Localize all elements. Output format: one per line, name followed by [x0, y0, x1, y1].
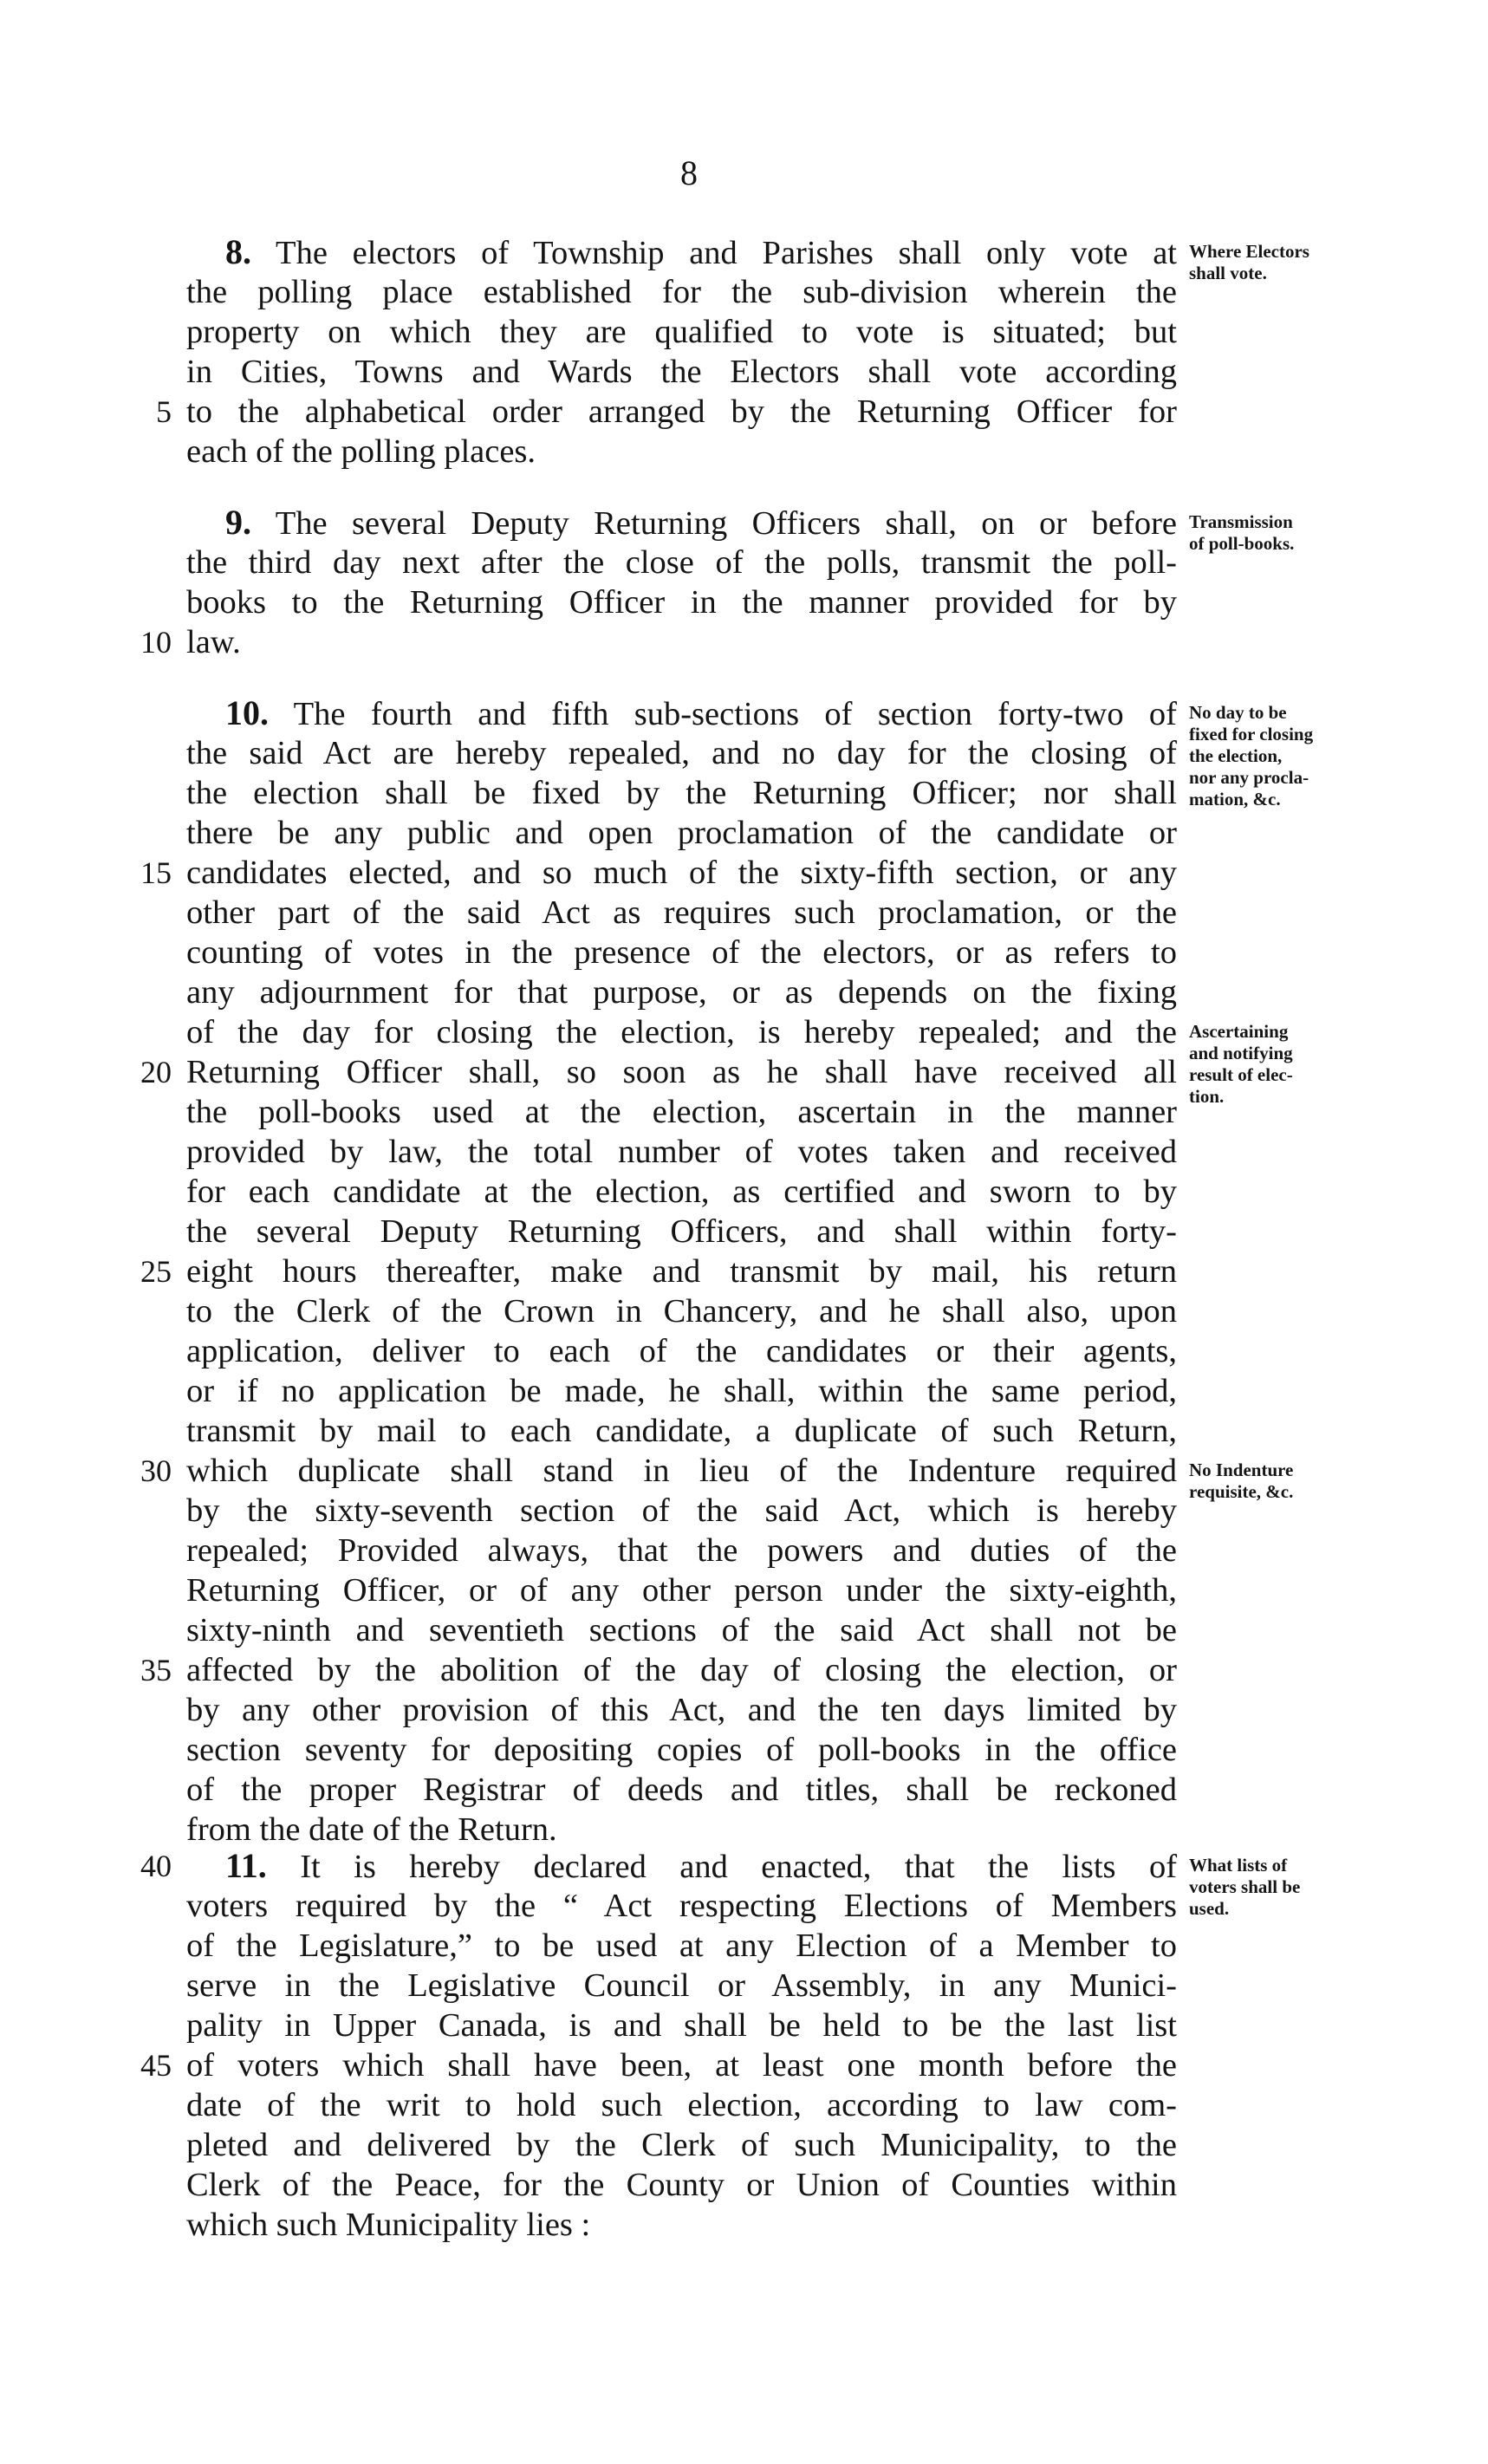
- text-line-content: to the Clerk of the Crown in Chancery, and he shall also, upon: [186, 1293, 1177, 1330]
- margin-note-line: nor any procla-: [1189, 767, 1309, 788]
- text-line: [186, 933, 1177, 972]
- margin-note: [1189, 1855, 1378, 1920]
- text-line: [186, 813, 1177, 853]
- text-line-content: or if no application be made, he shall, within the same period,: [186, 1373, 1177, 1409]
- text-line: [186, 1012, 1177, 1052]
- margin-note-line: Transmission: [1189, 511, 1293, 532]
- text-line-content: other part of the said Act as requires such proclamation, or the: [186, 894, 1177, 931]
- text-line: [186, 733, 1177, 773]
- margin-note: [1189, 511, 1378, 555]
- text-line-content: sixty-ninth and seventieth sections of the said Act shall not be: [186, 1612, 1177, 1648]
- text-line: [186, 1570, 1177, 1610]
- text-line-content: from the date of the Return.: [186, 1811, 557, 1848]
- margin-note-line: the election,: [1189, 745, 1283, 766]
- page-number: 8: [680, 153, 698, 192]
- text-line-content: of the day for closing the election, is hereby repealed; and the: [186, 1014, 1177, 1050]
- text-line-content: section seventy for depositing copies of poll-books in the office: [186, 1732, 1177, 1768]
- margin-note-line: and notifying: [1189, 1043, 1293, 1063]
- text-line-content: pleted and delivered by the Clerk of such Municipality, to the: [186, 2127, 1177, 2163]
- text-line: [186, 2205, 1177, 2245]
- text-line: [186, 1172, 1177, 1212]
- text-line: [186, 893, 1177, 933]
- text-line: [186, 972, 1177, 1012]
- text-line-content: candidates elected, and so much of the sixty-fifth section, or any: [186, 855, 1177, 891]
- text-line-content: voters required by the “ Act respecting Elections of Members: [186, 1888, 1177, 1924]
- margin-note-line: shall vote.: [1189, 263, 1267, 283]
- text-line: [186, 1291, 1177, 1331]
- text-line: [186, 1132, 1177, 1172]
- text-line-content: The fourth and fifth sub-sections of section forty-two of: [293, 696, 1177, 732]
- text-line: [186, 1610, 1177, 1650]
- margin-note: [1189, 1460, 1378, 1503]
- text-line-content: serve in the Legislative Council or Assembly, in any Munici-: [186, 1967, 1177, 2004]
- text-line: [186, 543, 1177, 582]
- section-number: 8.: [225, 232, 251, 271]
- text-line: [186, 1650, 1177, 1690]
- margin-note-line: Ascertaining: [1189, 1021, 1289, 1042]
- text-line: [186, 2006, 1177, 2045]
- text-line-content: of the Legislature,” to be used at any Election of a Member to: [186, 1928, 1177, 1964]
- text-line: [186, 1926, 1177, 1966]
- text-line: [186, 1770, 1177, 1810]
- line-number: 20: [140, 1055, 172, 1089]
- text-line-content: the third day next after the close of the polls, transmit the poll-: [186, 544, 1177, 581]
- text-line-content: pality in Upper Canada, is and shall be held to be the last list: [186, 2007, 1177, 2044]
- text-line-content: Clerk of the Peace, for the County or Union of Counties within: [186, 2167, 1177, 2203]
- text-line: [225, 232, 1177, 272]
- text-line: [186, 1371, 1177, 1411]
- margin-note-line: fixed for closing: [1189, 724, 1314, 744]
- text-line: [225, 503, 1177, 543]
- margin-note-line: No Indenture: [1189, 1460, 1294, 1480]
- margin-note-line: tion.: [1189, 1086, 1225, 1107]
- text-line-content: provided by law, the total number of votes taken and received: [186, 1134, 1177, 1170]
- text-line-content: date of the writ to hold such election, according to law com-: [186, 2087, 1177, 2123]
- text-line-content: any adjournment for that purpose, or as depends on the fixing: [186, 974, 1177, 1011]
- text-line: [186, 1092, 1177, 1132]
- text-line-content: of voters which shall have been, at least one month before the: [186, 2047, 1177, 2084]
- text-line: [186, 2165, 1177, 2205]
- text-line-content: affected by the abolition of the day of closing the election, or: [186, 1652, 1177, 1688]
- text-line-content: counting of votes in the presence of the electors, or as refers to: [186, 934, 1177, 971]
- text-line: [186, 352, 1177, 392]
- margin-note-line: used.: [1189, 1898, 1230, 1919]
- text-line-content: the said Act are hereby repealed, and no day for the closing of: [186, 735, 1177, 771]
- section-number: 9.: [225, 503, 251, 542]
- text-line-content: application, deliver to each of the candidates or their agents,: [186, 1333, 1177, 1369]
- text-line-content: law.: [186, 624, 241, 660]
- margin-note-line: result of elec-: [1189, 1064, 1293, 1085]
- margin-note: [1189, 1021, 1378, 1108]
- text-line: [186, 1451, 1177, 1491]
- section-number: 11.: [225, 1846, 267, 1885]
- line-number: 35: [140, 1653, 172, 1687]
- margin-note-line: What lists of: [1189, 1855, 1288, 1876]
- margin-note-line: voters shall be: [1189, 1876, 1301, 1897]
- text-line-content: repealed; Provided always, that the powers and duties of the: [186, 1532, 1177, 1569]
- text-line-content: the poll-books used at the election, ascertain in the manner: [186, 1094, 1177, 1130]
- line-number: 25: [140, 1254, 172, 1289]
- text-line-content: transmit by mail to each candidate, a duplicate of such Return,: [186, 1413, 1177, 1449]
- text-line: [186, 773, 1177, 813]
- text-line: [186, 582, 1177, 622]
- line-number: 5: [156, 394, 172, 429]
- text-line: [186, 392, 1177, 432]
- margin-note: [1189, 702, 1378, 810]
- line-number: 10: [140, 625, 172, 660]
- text-line: [186, 2045, 1177, 2085]
- text-line-content: property on which they are qualified to vote is situated; but: [186, 314, 1177, 350]
- margin-note: [1189, 241, 1378, 284]
- text-line: [186, 2085, 1177, 2125]
- text-line: [186, 1331, 1177, 1371]
- text-line: [186, 853, 1177, 893]
- text-line-content: The electors of Township and Parishes shall only vote at: [276, 235, 1177, 271]
- text-line: [186, 1810, 1177, 1850]
- text-line: [186, 1491, 1177, 1531]
- text-line: [186, 622, 1177, 662]
- text-line-content: in Cities, Towns and Wards the Electors shall vote according: [186, 354, 1177, 390]
- text-line: [186, 1966, 1177, 2006]
- margin-note-line: of poll-books.: [1189, 533, 1295, 554]
- text-line: [186, 1212, 1177, 1252]
- text-line-content: the polling place established for the sub-division wherein the: [186, 274, 1177, 310]
- text-line: [186, 1730, 1177, 1770]
- text-line-content: each of the polling places.: [186, 433, 536, 470]
- line-number: 30: [140, 1453, 172, 1488]
- margin-note-line: Where Electors: [1189, 241, 1309, 262]
- margin-note-line: requisite, &c.: [1189, 1481, 1294, 1502]
- text-line: [186, 2125, 1177, 2165]
- text-line: [186, 1252, 1177, 1291]
- line-number: 45: [140, 2048, 172, 2083]
- margin-note-line: mation, &c.: [1189, 789, 1281, 809]
- text-line-content: It is hereby declared and enacted, that the lists of: [300, 1849, 1178, 1885]
- text-line: [186, 1052, 1177, 1092]
- text-line-content: by the sixty-seventh section of the said Act, which is hereby: [186, 1492, 1177, 1529]
- text-line-content: Returning Officer shall, so soon as he shall have received all: [186, 1054, 1177, 1090]
- section-number: 10.: [225, 693, 269, 732]
- text-line-content: the several Deputy Returning Officers, and shall within forty-: [186, 1213, 1177, 1250]
- line-number: 40: [140, 1849, 172, 1883]
- text-line-content: to the alphabetical order arranged by the Returning Officer for: [186, 393, 1177, 430]
- text-line-content: there be any public and open proclamation of the candidate or: [186, 815, 1177, 851]
- text-line-content: The several Deputy Returning Officers shall, on or before: [275, 505, 1177, 542]
- text-line: [225, 693, 1177, 733]
- line-number: 15: [140, 855, 172, 890]
- text-line: [186, 1411, 1177, 1451]
- margin-note-line: No day to be: [1189, 702, 1287, 723]
- text-line-content: which such Municipality lies :: [186, 2207, 591, 2243]
- text-line-content: of the proper Registrar of deeds and titles, shall be reckoned: [186, 1772, 1177, 1808]
- text-line-content: the election shall be fixed by the Returning Officer; nor shall: [186, 775, 1177, 811]
- text-line: [186, 1886, 1177, 1926]
- text-line-content: which duplicate shall stand in lieu of the Indenture required: [186, 1453, 1177, 1489]
- text-line-content: for each candidate at the election, as certified and sworn to by: [186, 1173, 1177, 1210]
- text-line: [186, 1690, 1177, 1730]
- text-line-content: books to the Returning Officer in the manner provided for by: [186, 584, 1177, 621]
- text-line-content: Returning Officer, or of any other person under the sixty-eighth,: [186, 1572, 1177, 1609]
- text-line-content: eight hours thereafter, make and transmit by mail, his return: [186, 1253, 1177, 1290]
- text-line: [225, 1846, 1177, 1886]
- text-line: [186, 1531, 1177, 1570]
- text-line: [186, 312, 1177, 352]
- text-line: [186, 432, 1177, 471]
- text-line-content: by any other provision of this Act, and the ten days limited by: [186, 1692, 1177, 1728]
- text-line: [186, 272, 1177, 312]
